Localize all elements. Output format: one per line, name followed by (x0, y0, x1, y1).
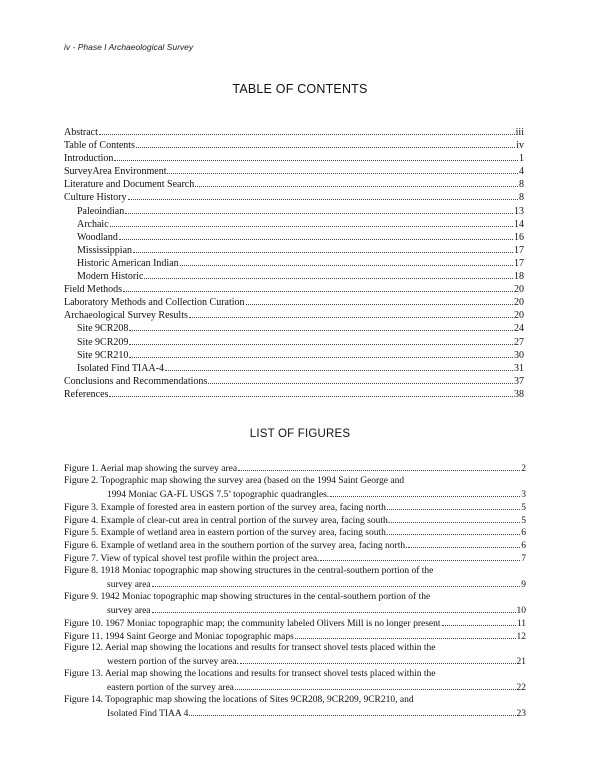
list-of-figures-title: LIST OF FIGURES (249, 428, 351, 440)
toc-entry (64, 322, 524, 335)
figure-entry-line (64, 604, 526, 617)
dot-leader (109, 388, 513, 397)
toc-entry-label: Introduction (64, 153, 114, 165)
figure-caption-text: Figure 12. Aerial map showing the locations and results for transect shovel tests placed within the (64, 643, 436, 654)
toc-entry (64, 126, 524, 139)
figure-caption-text: survey area (107, 580, 151, 591)
dot-leader (235, 681, 516, 690)
toc-entry-page: 37 (514, 375, 524, 387)
toc-entry (64, 244, 524, 257)
toc-entry-page: 1 (519, 153, 524, 165)
figure-caption-text: survey area (107, 605, 151, 616)
figure-entry-line (64, 526, 526, 539)
toc-entry-page: 38 (514, 388, 524, 400)
table-of-contents (64, 126, 524, 401)
toc-entry-page: 16 (514, 231, 524, 243)
toc-entry-label: Conclusions and Recommendations (64, 375, 208, 387)
figure-caption-text: Isolated Find TIAA 4 (107, 708, 189, 719)
figure-entry-line (64, 578, 526, 591)
toc-entry-label: Field Methods (64, 284, 123, 296)
toc-entry (64, 375, 524, 388)
dot-leader (320, 552, 520, 561)
toc-entry-label: Table of Contents (64, 140, 135, 152)
toc-entry-page: 20 (514, 297, 524, 309)
toc-entry-page: 17 (514, 257, 524, 269)
toc-entry (64, 218, 524, 231)
dot-leader (238, 462, 520, 471)
figure-entry-page: 10 (516, 605, 526, 616)
dot-leader (408, 539, 520, 548)
toc-entry-page: 13 (514, 205, 524, 217)
figure-entry-line (64, 694, 526, 707)
figure-entry (64, 668, 526, 694)
figure-entry-page: 3 (521, 489, 526, 500)
figure-entry-line (64, 462, 526, 475)
figure-entry-line (64, 681, 526, 694)
figure-entry-page: 2 (521, 464, 526, 474)
figure-entry-page: 7 (521, 554, 526, 565)
toc-entry (64, 139, 524, 152)
dot-leader (189, 309, 513, 318)
figure-caption-text: Figure 6. Example of wetland area in the southern portion of the survey area, facing north. (64, 541, 408, 552)
figure-entry (64, 642, 526, 668)
dot-leader (119, 231, 513, 240)
dot-leader (180, 257, 513, 266)
figure-entry-line (64, 501, 526, 514)
dot-leader (195, 178, 518, 187)
toc-entry-label: Abstract (64, 127, 98, 138)
figure-caption-text: Figure 14. Topographic map showing the locations of Sites 9CR208, 9CR209, 9CR210, and (64, 695, 414, 706)
figure-entry-page: 21 (516, 657, 526, 668)
dot-leader (165, 362, 513, 371)
dot-leader (129, 349, 513, 358)
toc-entry (64, 388, 524, 401)
figure-caption-text: Figure 4. Example of clear-cut area in central portion of the survey area, facing south. (64, 515, 391, 526)
figure-entry (64, 617, 526, 630)
figure-caption-text: Figure 2. Topographic map showing the survey area (based on the 1994 Saint George and (64, 475, 405, 486)
toc-entry-page: 24 (514, 323, 524, 335)
toc-entry-page: 8 (519, 192, 524, 204)
figure-entry (64, 565, 526, 591)
toc-entry-page: 14 (514, 218, 524, 230)
toc-entry-label: Paleoindian (77, 205, 125, 217)
figure-entry (64, 539, 526, 552)
toc-entry (64, 205, 524, 218)
toc-entry-label: Archaeological Survey Results (64, 310, 188, 322)
toc-entry-label: Woodland (77, 231, 118, 243)
dot-leader (295, 630, 516, 639)
figure-entry-line (64, 668, 526, 681)
figure-entry-line (64, 552, 526, 565)
figure-caption-text: western portion of the survey area. (107, 657, 239, 668)
dot-leader (133, 244, 513, 253)
figure-entry-page: 9 (521, 580, 526, 591)
dot-leader (208, 375, 513, 384)
toc-entry-page: 30 (514, 349, 524, 361)
toc-entry (64, 349, 524, 362)
toc-entry-label: Site 9CR208 (77, 323, 129, 335)
dot-leader (99, 126, 515, 135)
toc-entry-page: 18 (514, 271, 524, 283)
figure-caption-text: Figure 13. Aerial map showing the locations and results for transect shovel tests placed within the (64, 669, 436, 680)
figure-entry-line (64, 488, 526, 501)
figure-caption-text: Figure 7. View of typical shovel test profile within the project area. (64, 554, 320, 565)
toc-entry (64, 309, 524, 322)
figure-entry-line (64, 475, 526, 488)
figure-caption-text: Figure 1. Aerial map showing the survey area (64, 464, 238, 474)
dot-leader (136, 139, 515, 148)
figure-entry-line (64, 514, 526, 527)
toc-entry-label: Archaic (77, 218, 109, 230)
figure-entry-page: 5 (521, 515, 526, 526)
toc-entry-label: Isolated Find TIAA-4 (77, 362, 165, 374)
toc-entry (64, 283, 524, 296)
toc-entry-label: Modern Historic (77, 271, 144, 283)
toc-entry-label: Laboratory Methods and Collection Curation (64, 297, 245, 309)
figure-entry (64, 526, 526, 539)
dot-leader (128, 191, 519, 200)
dot-leader (387, 501, 520, 510)
figure-entry-line (64, 617, 526, 630)
dot-leader (246, 296, 513, 305)
toc-title: TABLE OF CONTENTS (232, 82, 368, 96)
toc-entry (64, 270, 524, 283)
toc-entry (64, 165, 524, 178)
dot-leader (129, 336, 513, 345)
toc-entry-page: 8 (519, 179, 524, 191)
figure-entry-line (64, 707, 526, 720)
figure-entry-page: 12 (516, 631, 526, 642)
dot-leader (240, 655, 516, 664)
toc-entry (64, 191, 524, 204)
figure-entry (64, 462, 526, 475)
toc-entry-page: 20 (514, 310, 524, 322)
toc-entry-page: 20 (514, 284, 524, 296)
figure-caption-text: Figure 10. 1967 Moniac topographic map; the community labeled Olivers Mill is no longer present (64, 618, 441, 629)
figure-caption-text: Figure 5. Example of wetland area in eastern portion of the survey area, facing south. (64, 528, 389, 539)
figure-entry-page: 11 (516, 618, 526, 629)
toc-entry (64, 231, 524, 244)
toc-entry-page: 27 (514, 336, 524, 348)
toc-entry-page: 4 (519, 166, 524, 178)
figure-entry (64, 630, 526, 643)
toc-entry-label: SurveyArea Environment (64, 166, 167, 178)
dot-leader (189, 707, 515, 716)
dot-leader (125, 205, 513, 214)
dot-leader (110, 218, 513, 227)
dot-leader (330, 488, 520, 497)
figure-entry-page: 22 (516, 683, 526, 694)
dot-leader (123, 283, 513, 292)
toc-entry-page: 31 (514, 362, 524, 374)
dot-leader (391, 514, 520, 523)
list-of-figures (64, 462, 526, 720)
figure-caption-text: 1994 Moniac GA-FL USGS 7.5’ topographic quadrangles. (107, 489, 330, 500)
figure-entry-page: 5 (521, 502, 526, 513)
dot-leader (442, 617, 516, 626)
running-header: iv - Phase I Archaeological Survey (64, 42, 194, 52)
dot-leader (144, 270, 513, 279)
toc-entry-label: Site 9CR209 (77, 336, 129, 348)
dot-leader (114, 152, 518, 161)
figure-caption-text: Figure 3. Example of forested area in eastern portion of the survey area, facing north (64, 502, 386, 513)
figure-entry (64, 694, 526, 720)
figure-entry-line (64, 655, 526, 668)
toc-entry-label: Site 9CR210 (77, 349, 129, 361)
figure-caption-text: eastern portion of the survey area (107, 683, 234, 694)
figure-entry (64, 514, 526, 527)
dot-leader (152, 604, 516, 613)
figure-entry-line (64, 630, 526, 643)
toc-entry (64, 152, 524, 165)
toc-entry-label: Mississippian (77, 244, 133, 256)
figure-entry-line (64, 642, 526, 655)
figure-entry-line (64, 591, 526, 604)
toc-entry-label: References (64, 388, 109, 400)
dot-leader (167, 165, 518, 174)
figure-entry-line (64, 539, 526, 552)
toc-entry-label: Culture History (64, 192, 127, 204)
figure-entry (64, 591, 526, 617)
toc-entry-label: Historic American Indian (77, 257, 179, 269)
figure-entry-line (64, 565, 526, 578)
toc-entry-page: 17 (514, 244, 524, 256)
dot-leader (129, 322, 513, 331)
toc-entry (64, 257, 524, 270)
toc-entry-page: iv (516, 140, 524, 152)
figure-entry-page: 6 (521, 528, 526, 539)
figure-entry (64, 552, 526, 565)
figure-entry (64, 475, 526, 501)
toc-entry (64, 362, 524, 375)
figure-caption-text: Figure 8. 1918 Moniac topographic map showing structures in the central-southern portion of the (64, 566, 434, 577)
toc-entry (64, 296, 524, 309)
toc-entry (64, 336, 524, 349)
toc-entry-label: Literature and Document Search (64, 179, 195, 191)
figure-entry (64, 501, 526, 514)
figure-caption-text: Figure 9. 1942 Moniac topographic map showing structures in the cental-southern portion of the (64, 591, 431, 602)
figure-entry-page: 23 (516, 708, 526, 719)
dot-leader (152, 578, 521, 587)
dot-leader (389, 526, 520, 535)
figure-entry-page: 6 (521, 541, 526, 552)
toc-entry-page: iii (515, 127, 524, 138)
figure-caption-text: Figure 11. 1994 Saint George and Moniac topographic maps (64, 631, 294, 642)
toc-entry (64, 178, 524, 191)
